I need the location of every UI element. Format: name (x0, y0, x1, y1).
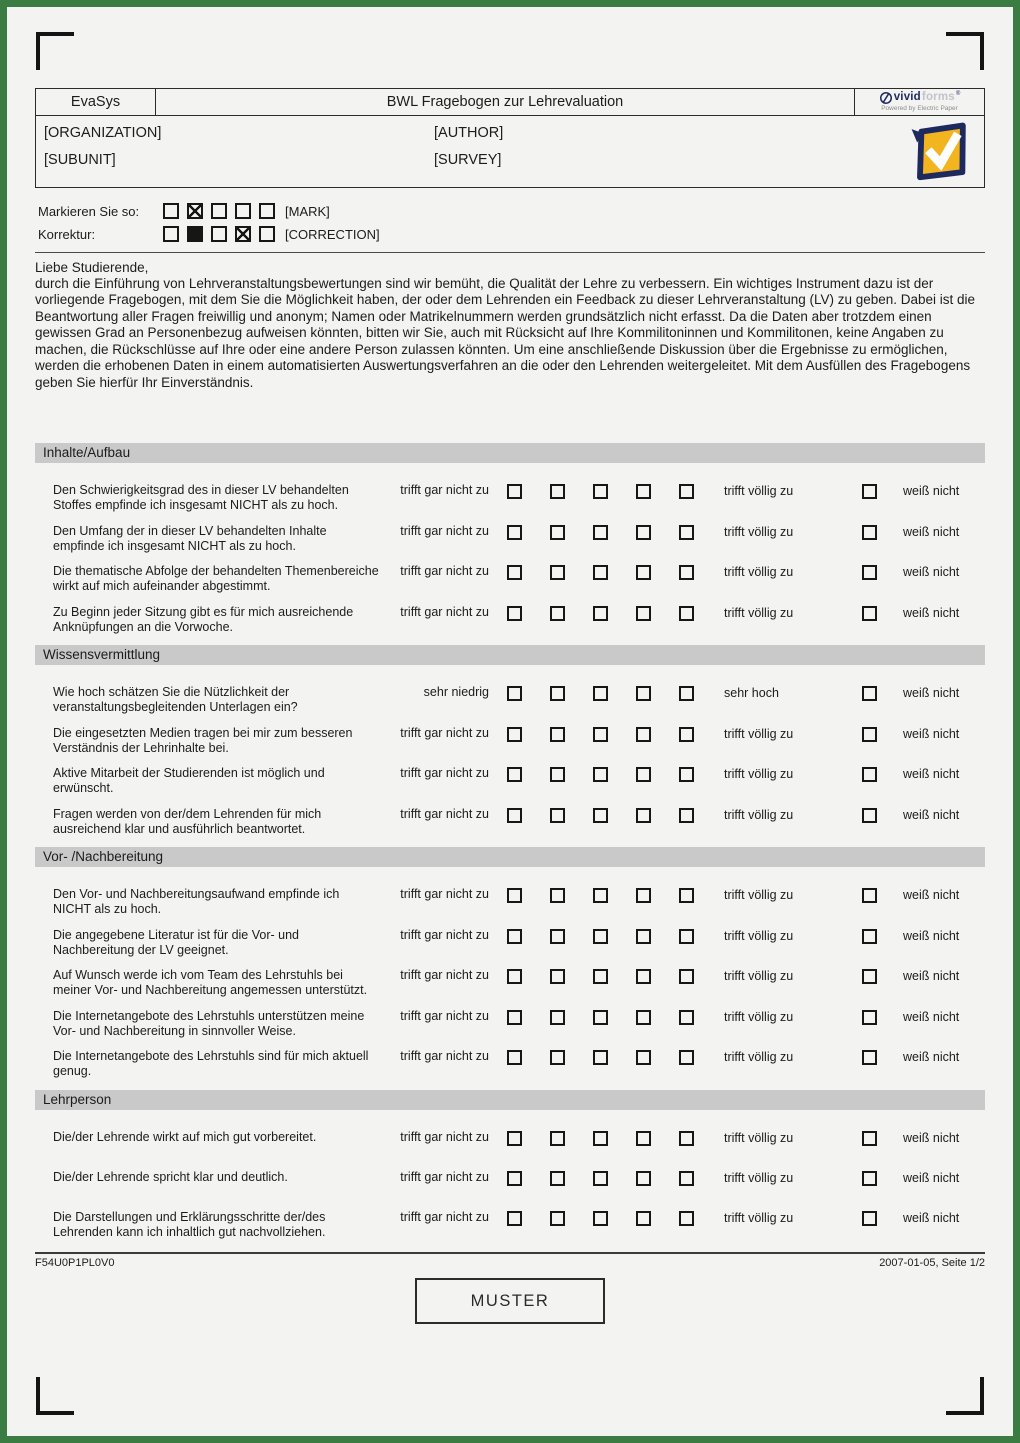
answer-checkbox-2[interactable] (550, 484, 565, 499)
answer-checkbox-2[interactable] (550, 606, 565, 621)
scale-right-label: trifft völlig zu (724, 726, 794, 741)
intro-text (35, 260, 985, 392)
answer-checkbox-4[interactable] (636, 1010, 651, 1025)
intro-salutation: Liebe Studierende, (35, 259, 149, 275)
dont-know-checkbox[interactable] (862, 1010, 877, 1025)
scale-left-label: trifft gar nicht zu (400, 1049, 489, 1064)
correction-example-row (38, 223, 985, 246)
scale-left-label: trifft gar nicht zu (400, 1129, 489, 1144)
example-checkbox-empty (211, 226, 227, 242)
question-section (35, 847, 985, 1079)
answer-checkbox-3[interactable] (593, 1010, 608, 1025)
subunit-field: [SUBUNIT] (44, 151, 116, 168)
sections-container (35, 443, 985, 1239)
dont-know-label: weiß nicht (903, 928, 960, 943)
dont-know-label: weiß nicht (903, 726, 960, 741)
question-text: Die Darstellungen und Erklärungsschritte der/des Lehrenden kann ich inhaltlich gut nachvollziehen. (53, 1209, 326, 1239)
answer-checkbox-4[interactable] (636, 767, 651, 782)
question-row (35, 564, 985, 594)
form-code: F54U0P1PL0V0 (35, 1257, 115, 1270)
answer-checkbox-4[interactable] (636, 1211, 651, 1226)
question-row (35, 968, 985, 998)
answer-checkbox-4[interactable] (636, 1131, 651, 1146)
dont-know-checkbox[interactable] (862, 767, 877, 782)
scale-boxes (493, 483, 708, 499)
dont-know-label: weiß nicht (903, 1210, 960, 1225)
question-text: Die/der Lehrende spricht klar und deutlich. (53, 1169, 288, 1184)
scale-boxes (493, 1049, 708, 1065)
answer-checkbox-1[interactable] (507, 686, 522, 701)
answer-checkbox-4[interactable] (636, 565, 651, 580)
brand-word-primary: vivid (893, 91, 921, 104)
question-text: Die eingesetzten Medien tragen bei mir zum besseren Verständnis der Lehrinhalte bei. (53, 725, 353, 755)
scale-boxes (493, 1170, 708, 1186)
scale-left-label: trifft gar nicht zu (400, 766, 489, 781)
section-title: Inhalte/Aufbau (43, 445, 131, 461)
question-row (35, 1170, 985, 1199)
question-text: Den Schwierigkeitsgrad des in dieser LV behandelten Stoffes empfinde ich insgesamt NICHT als zu hoch. (53, 483, 349, 512)
scale-boxes (493, 1009, 708, 1025)
dont-know-checkbox[interactable] (862, 565, 877, 580)
brand-trademark: ® (955, 91, 961, 97)
answer-checkbox-5[interactable] (679, 525, 694, 540)
dont-know-checkbox[interactable] (862, 484, 877, 499)
brand-logo (854, 89, 984, 115)
section-rows (35, 483, 985, 634)
answer-checkbox-4[interactable] (636, 969, 651, 984)
scale-boxes (493, 807, 708, 823)
question-row (35, 483, 985, 513)
answer-checkbox-2[interactable] (550, 525, 565, 540)
answer-checkbox-3[interactable] (593, 888, 608, 903)
scale-boxes (493, 605, 708, 621)
dont-know-checkbox[interactable] (862, 686, 877, 701)
scale-left-label: trifft gar nicht zu (400, 1209, 489, 1224)
answer-checkbox-2[interactable] (550, 929, 565, 944)
scale-boxes (493, 1210, 708, 1226)
dont-know-checkbox[interactable] (862, 1211, 877, 1226)
scale-right-label: trifft völlig zu (724, 1170, 794, 1185)
scale-left-label: trifft gar nicht zu (400, 604, 489, 619)
correction-example-boxes (163, 226, 275, 242)
answer-checkbox-3[interactable] (593, 1050, 608, 1065)
author-field: [AUTHOR] (434, 124, 504, 141)
footer-divider (35, 1252, 985, 1254)
question-text: Die Internetangebote des Lehrstuhls unterstützen meine Vor- und Nachbereitung in sinnvoller Weise. (53, 1008, 365, 1038)
answer-checkbox-1[interactable] (507, 808, 522, 823)
answer-checkbox-2[interactable] (550, 767, 565, 782)
answer-checkbox-2[interactable] (550, 686, 565, 701)
scale-left-label: trifft gar nicht zu (400, 483, 489, 498)
footer (35, 1257, 985, 1269)
answer-checkbox-4[interactable] (636, 808, 651, 823)
app-name: EvaSys (36, 89, 156, 115)
form-header (35, 88, 985, 116)
answer-checkbox-5[interactable] (679, 969, 694, 984)
question-row (35, 887, 985, 917)
registration-mark-top-right (946, 32, 984, 70)
answer-checkbox-3[interactable] (593, 1211, 608, 1226)
answer-checkbox-4[interactable] (636, 888, 651, 903)
answer-checkbox-3[interactable] (593, 525, 608, 540)
example-checkbox-crossed (187, 203, 203, 219)
answer-checkbox-3[interactable] (593, 484, 608, 499)
dont-know-checkbox[interactable] (862, 1131, 877, 1146)
scale-right-label: trifft völlig zu (724, 524, 794, 539)
meta-box (35, 116, 985, 188)
scale-boxes (493, 968, 708, 984)
answer-checkbox-1[interactable] (507, 606, 522, 621)
answer-checkbox-1[interactable] (507, 1211, 522, 1226)
answer-checkbox-4[interactable] (636, 484, 651, 499)
form-page (7, 7, 1013, 1436)
correction-instruction-label: Korrektur: (38, 226, 96, 242)
answer-checkbox-3[interactable] (593, 565, 608, 580)
mark-tag: [MARK] (285, 203, 330, 219)
answer-checkbox-2[interactable] (550, 565, 565, 580)
correction-tag: [CORRECTION] (285, 226, 380, 242)
question-row (35, 1049, 985, 1079)
scale-boxes (493, 1130, 708, 1146)
example-checkbox-filled (187, 226, 203, 242)
checkmark-note-icon (908, 121, 970, 188)
section-rows (35, 887, 985, 1079)
question-row (35, 1130, 985, 1159)
mark-example-boxes (163, 203, 275, 219)
answer-checkbox-5[interactable] (679, 888, 694, 903)
scale-left-label: trifft gar nicht zu (400, 806, 489, 821)
scale-left-label: sehr niedrig (423, 685, 489, 700)
dont-know-checkbox[interactable] (862, 606, 877, 621)
dont-know-label: weiß nicht (903, 1009, 960, 1024)
question-row (35, 766, 985, 796)
section-rows (35, 1130, 985, 1240)
dont-know-label: weiß nicht (903, 767, 960, 782)
scale-right-label: trifft völlig zu (724, 888, 794, 903)
question-text: Zu Beginn jeder Sitzung gibt es für mich ausreichende Anknüpfungen an die Vorwoche. (53, 604, 354, 634)
form-title: BWL Fragebogen zur Lehrevaluation (386, 93, 624, 110)
brand-tagline: Powered by Electric Paper (881, 105, 958, 112)
mark-example-row (38, 200, 985, 223)
dont-know-label: weiß nicht (903, 565, 960, 580)
scale-right-label: trifft völlig zu (724, 928, 794, 943)
section-header (35, 645, 985, 665)
answer-checkbox-3[interactable] (593, 969, 608, 984)
scale-left-label: trifft gar nicht zu (400, 887, 489, 902)
scale-boxes (493, 685, 708, 701)
scale-right-label: trifft völlig zu (724, 484, 794, 499)
question-text: Die/der Lehrende wirkt auf mich gut vorbereitet. (53, 1129, 317, 1144)
dont-know-label: weiß nicht (903, 1130, 960, 1145)
answer-checkbox-5[interactable] (679, 686, 694, 701)
example-checkbox-crossed (235, 226, 251, 242)
scale-right-label: trifft völlig zu (724, 1210, 794, 1225)
dont-know-checkbox[interactable] (862, 929, 877, 944)
answer-checkbox-4[interactable] (636, 1050, 651, 1065)
question-row (35, 605, 985, 635)
brand-word-secondary: forms (921, 91, 955, 104)
section-rows (35, 685, 985, 836)
section-title: Lehrperson (43, 1091, 112, 1107)
dont-know-label: weiß nicht (903, 1170, 960, 1185)
scale-boxes (493, 564, 708, 580)
answer-checkbox-4[interactable] (636, 929, 651, 944)
answer-checkbox-1[interactable] (507, 969, 522, 984)
question-row (35, 1210, 985, 1240)
question-section (35, 1090, 985, 1240)
answer-checkbox-1[interactable] (507, 929, 522, 944)
answer-checkbox-5[interactable] (679, 1050, 694, 1065)
survey-field: [SURVEY] (434, 151, 502, 168)
scale-left-label: trifft gar nicht zu (400, 1169, 489, 1184)
scale-boxes (493, 928, 708, 944)
answer-checkbox-5[interactable] (679, 767, 694, 782)
answer-checkbox-2[interactable] (550, 727, 565, 742)
answer-checkbox-4[interactable] (636, 1171, 651, 1186)
answer-checkbox-5[interactable] (679, 727, 694, 742)
scale-boxes (493, 766, 708, 782)
dont-know-checkbox[interactable] (862, 1050, 877, 1065)
answer-checkbox-1[interactable] (507, 1050, 522, 1065)
scale-boxes (493, 887, 708, 903)
scale-left-label: trifft gar nicht zu (400, 725, 489, 740)
answer-checkbox-5[interactable] (679, 1171, 694, 1186)
question-text: Den Vor- und Nachbereitungsaufwand empfinde ich NICHT als zu hoch. (53, 887, 340, 916)
question-row (35, 807, 985, 837)
question-row (35, 685, 985, 715)
dont-know-label: weiß nicht (903, 484, 960, 499)
registration-mark-bottom-left (36, 1377, 74, 1415)
marking-instructions (35, 200, 985, 246)
scale-left-label: trifft gar nicht zu (400, 927, 489, 942)
answer-checkbox-5[interactable] (679, 606, 694, 621)
answer-checkbox-1[interactable] (507, 727, 522, 742)
question-row (35, 726, 985, 756)
muster-stamp: MUSTER (415, 1278, 605, 1324)
section-header (35, 847, 985, 867)
dont-know-checkbox[interactable] (862, 1171, 877, 1186)
question-text: Fragen werden von der/dem Lehrenden für mich ausreichend klar und ausführlich beantwortet. (53, 806, 322, 836)
mark-instruction-label: Markieren Sie so: (38, 203, 140, 219)
answer-checkbox-4[interactable] (636, 686, 651, 701)
answer-checkbox-2[interactable] (550, 1050, 565, 1065)
answer-checkbox-1[interactable] (507, 525, 522, 540)
answer-checkbox-1[interactable] (507, 1131, 522, 1146)
answer-checkbox-5[interactable] (679, 1010, 694, 1025)
dont-know-checkbox[interactable] (862, 727, 877, 742)
dont-know-label: weiß nicht (903, 888, 960, 903)
question-text: Wie hoch schätzen Sie die Nützlichkeit der veranstaltungsbegleitenden Unterlagen ein? (53, 685, 298, 714)
answer-checkbox-2[interactable] (550, 1171, 565, 1186)
dont-know-checkbox[interactable] (862, 808, 877, 823)
answer-checkbox-2[interactable] (550, 888, 565, 903)
example-checkbox-empty (235, 203, 251, 219)
dont-know-label: weiß nicht (903, 605, 960, 620)
question-row (35, 1009, 985, 1039)
question-text: Die Internetangebote des Lehrstuhls sind für mich aktuell genug. (53, 1049, 369, 1078)
answer-checkbox-3[interactable] (593, 727, 608, 742)
question-text: Den Umfang der in dieser LV behandelten Inhalte empfinde ich insgesamt NICHT als zu hoch. (53, 523, 327, 553)
scale-right-label: trifft völlig zu (724, 605, 794, 620)
answer-checkbox-5[interactable] (679, 1211, 694, 1226)
organization-field: [ORGANIZATION] (44, 124, 162, 141)
answer-checkbox-5[interactable] (679, 808, 694, 823)
dont-know-checkbox[interactable] (862, 969, 877, 984)
answer-checkbox-2[interactable] (550, 1211, 565, 1226)
answer-checkbox-5[interactable] (679, 1131, 694, 1146)
dont-know-label: weiß nicht (903, 524, 960, 539)
example-checkbox-empty (259, 226, 275, 242)
scale-right-label: trifft völlig zu (724, 1009, 794, 1024)
answer-checkbox-2[interactable] (550, 808, 565, 823)
example-checkbox-empty (259, 203, 275, 219)
dont-know-label: weiß nicht (903, 686, 960, 701)
dont-know-label: weiß nicht (903, 1050, 960, 1065)
answer-checkbox-3[interactable] (593, 929, 608, 944)
section-header (35, 1090, 985, 1110)
scale-left-label: trifft gar nicht zu (400, 523, 489, 538)
question-text: Die thematische Abfolge der behandelten Themenbereiche wirkt auf mich aufeinander abgestimmt. (53, 564, 379, 593)
scale-left-label: trifft gar nicht zu (400, 1008, 489, 1023)
answer-checkbox-3[interactable] (593, 808, 608, 823)
dont-know-checkbox[interactable] (862, 525, 877, 540)
scale-right-label: trifft völlig zu (724, 807, 794, 822)
answer-checkbox-2[interactable] (550, 969, 565, 984)
answer-checkbox-3[interactable] (593, 686, 608, 701)
answer-checkbox-4[interactable] (636, 525, 651, 540)
dont-know-label: weiß nicht (903, 807, 960, 822)
answer-checkbox-2[interactable] (550, 1131, 565, 1146)
answer-checkbox-1[interactable] (507, 484, 522, 499)
answer-checkbox-1[interactable] (507, 888, 522, 903)
answer-checkbox-5[interactable] (679, 565, 694, 580)
answer-checkbox-3[interactable] (593, 1171, 608, 1186)
answer-checkbox-1[interactable] (507, 1171, 522, 1186)
example-checkbox-empty (211, 203, 227, 219)
question-row (35, 928, 985, 958)
answer-checkbox-3[interactable] (593, 1131, 608, 1146)
footer-date-page: 2007-01-05, Seite 1/2 (879, 1257, 985, 1270)
divider (35, 252, 985, 253)
question-text: Auf Wunsch werde ich vom Team des Lehrstuhls bei meiner Vor- und Nachbereitung angemessen unterstützt. (53, 968, 368, 997)
scale-boxes (493, 524, 708, 540)
question-section (35, 443, 985, 634)
section-title: Wissensvermittlung (43, 647, 161, 663)
scale-right-label: trifft völlig zu (724, 969, 794, 984)
section-header (35, 443, 985, 463)
scale-right-label: trifft völlig zu (724, 1050, 794, 1065)
scale-right-label: trifft völlig zu (724, 767, 794, 782)
scale-left-label: trifft gar nicht zu (400, 968, 489, 983)
question-text: Die angegebene Literatur ist für die Vor- und Nachbereitung der LV geeignet. (53, 927, 299, 957)
answer-checkbox-1[interactable] (507, 1010, 522, 1025)
answer-checkbox-1[interactable] (507, 767, 522, 782)
answer-checkbox-5[interactable] (679, 929, 694, 944)
question-section (35, 645, 985, 836)
section-title: Vor- /Nachbereitung (43, 849, 164, 865)
question-row (35, 524, 985, 554)
intro-body: durch die Einführung von Lehrveranstaltungsbewertungen sind wir bemüht, die Qualität der Lehre zu verbessern. Ein wichtiges Instrument dazu ist der vorliegende Fragebogen, mit dem Sie die Möglichkeit haben, der oder dem Lehrenden ein Feedback zu dieser Lehrveranstaltung (LV) zu geben. Dabei ist die Beantwortung aller Fragen freiwillig und anonym; Namen oder Matrikelnummern werden grundsätzlich nicht erfasst. Da die Daten aber trotzdem einen gewissen Grad an Personenbezug aufweisen könnten, bitten wir Sie, auch mit Rücksicht auf Ihre Kommilitoninnen und Kommilitonen, keine Angaben zu machen, die Rückschlüsse auf Ihre oder eine andere Person zulassen könnten. Um eine anschließende Diskussion über die Ergebnisse zu ermöglichen, werden die erhobenen Daten in einem automatisierten Auswertungsverfahren an die oder den Lehrenden weitergeleitet. Mit dem Ausfüllen des Fragebogens geben Sie hierfür Ihr Einverständnis. (35, 275, 976, 390)
answer-checkbox-2[interactable] (550, 1010, 565, 1025)
question-text: Aktive Mitarbeit der Studierenden ist möglich und erwünscht. (53, 766, 325, 795)
example-checkbox-empty (163, 203, 179, 219)
dont-know-checkbox[interactable] (862, 888, 877, 903)
registration-mark-top-left (36, 32, 74, 70)
scale-right-label: trifft völlig zu (724, 565, 794, 580)
dont-know-label: weiß nicht (903, 969, 960, 984)
registration-mark-bottom-right (946, 1377, 984, 1415)
answer-checkbox-5[interactable] (679, 484, 694, 499)
scale-right-label: trifft völlig zu (724, 1130, 794, 1145)
scale-left-label: trifft gar nicht zu (400, 564, 489, 579)
answer-checkbox-4[interactable] (636, 606, 651, 621)
example-checkbox-empty (163, 226, 179, 242)
scale-right-label: sehr hoch (724, 686, 779, 701)
scale-boxes (493, 726, 708, 742)
answer-checkbox-3[interactable] (593, 767, 608, 782)
vividforms-icon (879, 91, 893, 105)
answer-checkbox-1[interactable] (507, 565, 522, 580)
answer-checkbox-4[interactable] (636, 727, 651, 742)
answer-checkbox-3[interactable] (593, 606, 608, 621)
